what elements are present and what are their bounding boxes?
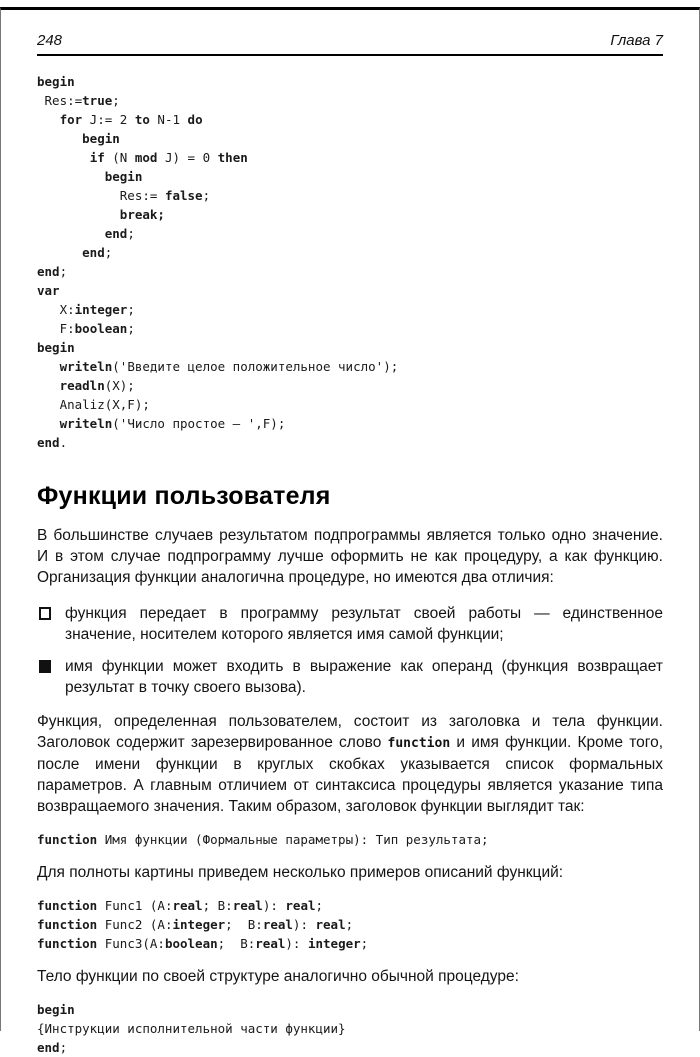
list-item-text: функция передает в программу результат своей работы — единственное значение, носителем которого является имя самой функции; [65,605,663,643]
paragraph-intro: В большинстве случаев результатом подпрограммы является только одно значение. И в этом случае подпрограмму лучше оформить не как процедуру, а как функцию. Организация функции аналогична процедуре, но имеются два отличия: [37,527,663,586]
list-item-text: имя функции может входить в выражение как операнд (функция возвращает результат в точку своего вызова). [65,658,663,696]
page-header [37,32,663,49]
code-block-main-program: begin Res:=true; for J:= 2 to N-1 do begin if (N mod J) = 0 then begin Res:= false; break; end; end; end; var X:integer; F:boolean; begin writeln('Введите целое положительное число'); readln(X); Analiz(X,F); writeln('Число простое — ',F); end. [37,74,399,450]
code-block-function-header: function Имя функции (Формальные параметры): Тип результата; [37,832,489,847]
book-page [0,7,700,1055]
code-block-function-body: begin {Инструкции исполнительной части функции} end; [37,1002,346,1055]
section-heading: Функции пользователя [37,482,331,510]
header-rule [37,54,663,56]
code-block-function-examples: function Func1 (A:real; B:real): real; function Func2 (A:integer; B:real): real; function Func3(A:boolean; B:real): integer; [37,898,369,951]
bullet-list [37,603,663,698]
list-item [37,656,663,698]
square-bullet-icon [39,660,51,673]
list-item [37,603,663,645]
page-number: 248 [37,32,63,49]
paragraph-body-intro: Тело функции по своей структуре аналогично обычной процедуре: [37,968,519,985]
chapter-label: Глава 7 [610,32,663,49]
paragraph-definition: Функция, определенная пользователем, состоит из заголовка и тела функции. Заголовок содержит зарезервированное слово function и имя функции. Кроме того, после имени функции в круглых скобках указывается список формальных параметров. А главным отличием от синтаксиса процедуры является указание типа возвращаемого значения. Таким образом, заголовок функции выглядит так: [37,713,664,815]
paragraph-examples-intro: Для полноты картины приведем несколько примеров описаний функций: [37,864,564,881]
square-bullet-icon [39,607,51,620]
